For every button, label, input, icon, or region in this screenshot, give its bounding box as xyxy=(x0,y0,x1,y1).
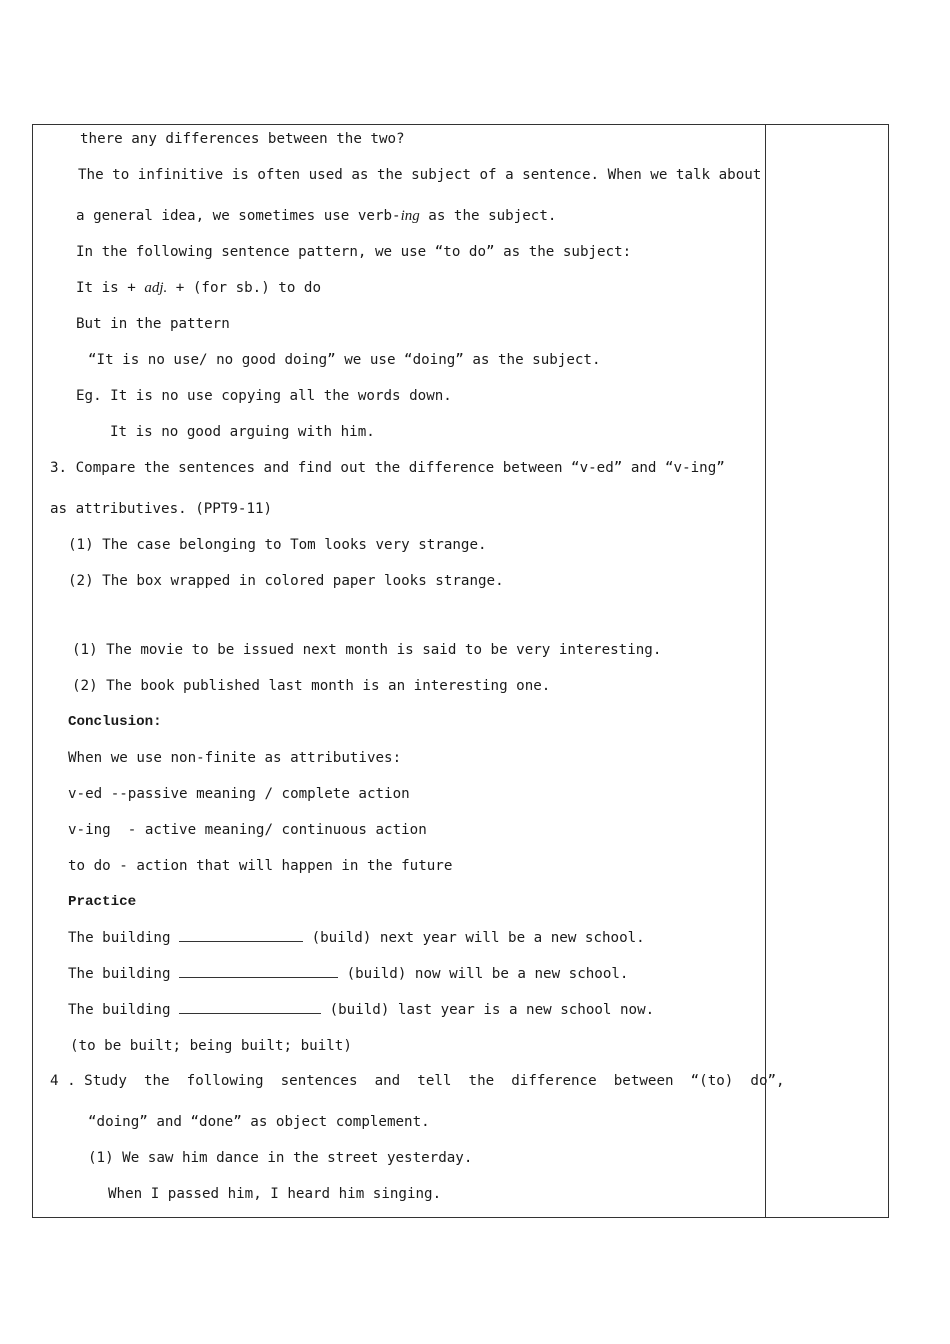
italic-term: adj. xyxy=(144,280,168,296)
text-line xyxy=(76,279,321,297)
fill-in-blank[interactable] xyxy=(179,929,303,942)
text-line: “It is no use/ no good doing” we use “doing” as the subject. xyxy=(88,352,601,368)
practice-item xyxy=(68,965,628,983)
answer-options: (to be built; being built; built) xyxy=(70,1038,352,1054)
text-line: (1) The case belonging to Tom looks very strange. xyxy=(68,537,487,553)
text-segment: as the subject. xyxy=(419,208,557,224)
text-line: (1) We saw him dance in the street yesterday. xyxy=(88,1150,473,1166)
column-divider xyxy=(765,124,766,1218)
section-heading: 4 . Study the following sentences and tell the difference between “(to) do”, xyxy=(50,1073,785,1089)
text-segment: The building xyxy=(68,966,180,982)
text-line: When I passed him, I heard him singing. xyxy=(108,1186,442,1202)
text-segment: (build) last year is a new school now. xyxy=(321,1002,655,1018)
fill-in-blank[interactable] xyxy=(179,965,338,978)
text-segment: a general idea, we sometimes use verb- xyxy=(76,208,401,224)
text-line: “doing” and “done” as object complement. xyxy=(88,1114,430,1130)
text-line: as attributives. (PPT9-11) xyxy=(50,501,273,517)
text-line: In the following sentence pattern, we use “to do” as the subject: xyxy=(76,244,632,260)
italic-term: ing xyxy=(400,208,420,224)
practice-item xyxy=(68,929,645,947)
practice-item xyxy=(68,1001,654,1019)
text-line: to do - action that will happen in the future xyxy=(68,858,453,874)
text-segment: The building xyxy=(68,1002,180,1018)
text-line: (2) The box wrapped in colored paper looks strange. xyxy=(68,573,504,589)
text-line: It is no good arguing with him. xyxy=(110,424,375,440)
practice-heading: Practice xyxy=(68,894,137,910)
fill-in-blank[interactable] xyxy=(179,1001,321,1014)
text-segment: (build) now will be a new school. xyxy=(338,966,629,982)
text-line: (2) The book published last month is an interesting one. xyxy=(72,678,551,694)
text-line: When we use non-finite as attributives: xyxy=(68,750,402,766)
text-line: there any differences between the two? xyxy=(80,131,405,147)
text-line: v-ed --passive meaning / complete action xyxy=(68,786,410,802)
conclusion-heading: Conclusion: xyxy=(68,714,162,730)
text-segment: (build) next year will be a new school. xyxy=(303,930,645,946)
text-segment: The building xyxy=(68,930,180,946)
text-segment: It is + xyxy=(76,280,145,296)
text-line: But in the pattern xyxy=(76,316,230,332)
text-line xyxy=(76,207,556,225)
section-heading: 3. Compare the sentences and find out the difference between “v-ed” and “v-ing” xyxy=(50,460,725,476)
text-line: (1) The movie to be issued next month is said to be very interesting. xyxy=(72,642,662,658)
text-line: v-ing - active meaning/ continuous action xyxy=(68,822,427,838)
text-line: Eg. It is no use copying all the words down. xyxy=(76,388,452,404)
text-line: The to infinitive is often used as the subject of a sentence. When we talk about xyxy=(78,167,762,183)
text-segment: + (for sb.) to do xyxy=(167,280,322,296)
